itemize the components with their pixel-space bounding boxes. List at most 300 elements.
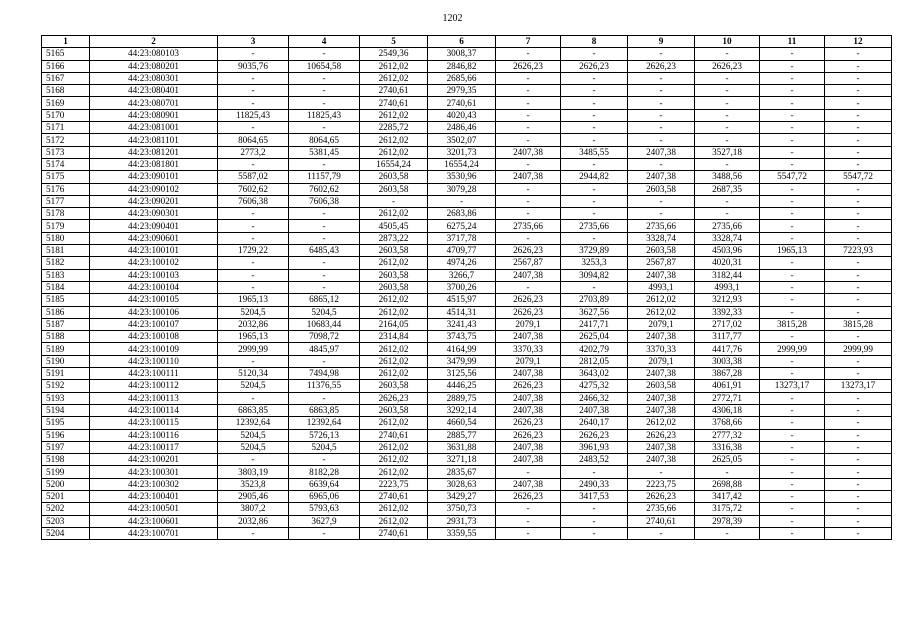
- column-header-7: 7: [496, 36, 561, 48]
- table-cell-col-2: 44:23:080901: [90, 109, 218, 121]
- table-cell-col-2: 44:23:080201: [90, 60, 218, 72]
- table-cell-col-4: 5381,45: [289, 146, 360, 158]
- table-cell-col-10: -: [695, 195, 760, 207]
- table-row: [42, 490, 892, 502]
- table-cell-col-3: 5204,5: [218, 380, 289, 392]
- table-cell-col-4: 5204,5: [289, 441, 360, 453]
- table-cell-col-3: 11825,43: [218, 109, 289, 121]
- table-cell-col-1: 5181: [42, 245, 90, 257]
- table-cell-col-8: -: [561, 466, 628, 478]
- table-cell-col-7: 2079,1: [496, 355, 561, 367]
- table-cell-col-11: -: [760, 441, 825, 453]
- table-row: [42, 294, 892, 306]
- table-cell-col-6: 4020,43: [428, 109, 496, 121]
- table-cell-col-7: -: [496, 48, 561, 60]
- table-cell-col-5: 2612,02: [360, 257, 428, 269]
- table-cell-col-12: -: [825, 392, 892, 404]
- table-cell-col-11: -: [760, 195, 825, 207]
- table-cell-col-1: 5193: [42, 392, 90, 404]
- table-cell-col-8: -: [561, 515, 628, 527]
- table-cell-col-12: -: [825, 85, 892, 97]
- table-cell-col-3: 5204,5: [218, 429, 289, 441]
- table-cell-col-8: -: [561, 109, 628, 121]
- table-cell-col-10: 3417,42: [695, 490, 760, 502]
- table-cell-col-9: -: [628, 134, 695, 146]
- table-cell-col-3: -: [218, 454, 289, 466]
- table-cell-col-12: -: [825, 454, 892, 466]
- table-cell-col-7: 2407,38: [496, 404, 561, 416]
- table-cell-col-9: -: [628, 72, 695, 84]
- table-cell-col-1: 5172: [42, 134, 90, 146]
- table-cell-col-12: -: [825, 208, 892, 220]
- table-cell-col-7: -: [496, 134, 561, 146]
- table-cell-col-3: -: [218, 72, 289, 84]
- table-cell-col-11: -: [760, 392, 825, 404]
- table-cell-col-5: 2740,61: [360, 97, 428, 109]
- table-cell-col-3: 2032,86: [218, 515, 289, 527]
- table-cell-col-12: -: [825, 269, 892, 281]
- table-cell-col-2: 44:23:080301: [90, 72, 218, 84]
- table-cell-col-1: 5179: [42, 220, 90, 232]
- table-cell-col-10: 3768,66: [695, 417, 760, 429]
- table-cell-col-10: 3527,18: [695, 146, 760, 158]
- table-cell-col-8: 3094,82: [561, 269, 628, 281]
- table-cell-col-9: 2223,75: [628, 478, 695, 490]
- table-cell-col-12: 2999,99: [825, 343, 892, 355]
- table-cell-col-2: 44:23:100116: [90, 429, 218, 441]
- table-cell-col-7: -: [496, 527, 561, 539]
- table-cell-col-7: 2735,66: [496, 220, 561, 232]
- table-cell-col-10: 3867,28: [695, 368, 760, 380]
- table-cell-col-10: 4061,91: [695, 380, 760, 392]
- table-row: [42, 392, 892, 404]
- table-cell-col-9: 2407,38: [628, 392, 695, 404]
- table-cell-col-6: 4164,99: [428, 343, 496, 355]
- table-cell-col-1: 5201: [42, 490, 90, 502]
- table-cell-col-10: -: [695, 122, 760, 134]
- table-cell-col-9: 2740,61: [628, 515, 695, 527]
- table-cell-col-6: 3201,73: [428, 146, 496, 158]
- table-cell-col-5: 2612,02: [360, 134, 428, 146]
- table-cell-col-4: -: [289, 220, 360, 232]
- table-cell-col-8: 2944,82: [561, 171, 628, 183]
- table-cell-col-10: 4503,96: [695, 245, 760, 257]
- table-cell-col-1: 5191: [42, 368, 90, 380]
- table-cell-col-6: 3008,37: [428, 48, 496, 60]
- table-cell-col-8: 2735,66: [561, 220, 628, 232]
- table-cell-col-10: 3117,77: [695, 331, 760, 343]
- table-row: [42, 97, 892, 109]
- table-cell-col-9: 2407,38: [628, 404, 695, 416]
- table-cell-col-8: 2626,23: [561, 429, 628, 441]
- table-row: [42, 158, 892, 170]
- table-cell-col-6: 2740,61: [428, 97, 496, 109]
- table-cell-col-5: 2164,05: [360, 318, 428, 330]
- table-cell-col-12: -: [825, 294, 892, 306]
- table-cell-col-11: -: [760, 294, 825, 306]
- table-cell-col-8: 2625,04: [561, 331, 628, 343]
- table-cell-col-10: 2626,23: [695, 60, 760, 72]
- table-cell-col-7: 2567,87: [496, 257, 561, 269]
- table-cell-col-4: 5793,63: [289, 503, 360, 515]
- table-cell-col-2: 44:23:081001: [90, 122, 218, 134]
- table-cell-col-8: 2812,05: [561, 355, 628, 367]
- table-cell-col-11: -: [760, 48, 825, 60]
- table-cell-col-12: -: [825, 232, 892, 244]
- table-cell-col-4: -: [289, 269, 360, 281]
- table-cell-col-9: 2079,1: [628, 355, 695, 367]
- table-row: [42, 245, 892, 257]
- table-cell-col-5: 2612,02: [360, 343, 428, 355]
- table-cell-col-12: -: [825, 466, 892, 478]
- table-cell-col-4: -: [289, 281, 360, 293]
- table-cell-col-11: -: [760, 478, 825, 490]
- table-cell-col-8: 3253,3: [561, 257, 628, 269]
- table-cell-col-6: 2889,75: [428, 392, 496, 404]
- table-cell-col-5: 2603,58: [360, 171, 428, 183]
- table-row: [42, 454, 892, 466]
- table-cell-col-4: -: [289, 208, 360, 220]
- table-cell-col-4: -: [289, 122, 360, 134]
- table-cell-col-3: -: [218, 220, 289, 232]
- table-cell-col-5: 2612,02: [360, 466, 428, 478]
- table-cell-col-11: -: [760, 404, 825, 416]
- table-cell-col-8: 2703,89: [561, 294, 628, 306]
- table-cell-col-9: 2612,02: [628, 417, 695, 429]
- table-cell-col-7: -: [496, 183, 561, 195]
- table-cell-col-5: 2612,02: [360, 441, 428, 453]
- table-cell-col-1: 5167: [42, 72, 90, 84]
- table-cell-col-12: -: [825, 97, 892, 109]
- table-cell-col-4: 6863,85: [289, 404, 360, 416]
- column-header-2: 2: [90, 36, 218, 48]
- table-cell-col-2: 44:23:100501: [90, 503, 218, 515]
- table-cell-col-9: 2626,23: [628, 429, 695, 441]
- table-cell-col-11: -: [760, 220, 825, 232]
- table-cell-col-3: 3807,2: [218, 503, 289, 515]
- table-cell-col-8: 2466,32: [561, 392, 628, 404]
- table-cell-col-4: 6865,12: [289, 294, 360, 306]
- table-cell-col-11: -: [760, 331, 825, 343]
- table-cell-col-2: 44:23:080701: [90, 97, 218, 109]
- table-cell-col-1: 5196: [42, 429, 90, 441]
- table-cell-col-3: 1965,13: [218, 331, 289, 343]
- table-cell-col-9: -: [628, 158, 695, 170]
- table-cell-col-2: 44:23:090102: [90, 183, 218, 195]
- table-row: [42, 171, 892, 183]
- table-row: [42, 146, 892, 158]
- table-cell-col-11: -: [760, 355, 825, 367]
- table-cell-col-11: -: [760, 97, 825, 109]
- table-cell-col-1: 5189: [42, 343, 90, 355]
- table-cell-col-11: -: [760, 134, 825, 146]
- table-cell-col-6: 3479,99: [428, 355, 496, 367]
- table-cell-col-12: -: [825, 503, 892, 515]
- table-cell-col-3: -: [218, 281, 289, 293]
- table-cell-col-2: 44:23:081201: [90, 146, 218, 158]
- table-cell-col-8: 2640,17: [561, 417, 628, 429]
- table-cell-col-10: -: [695, 527, 760, 539]
- table-cell-col-6: 4709,77: [428, 245, 496, 257]
- table-cell-col-11: -: [760, 85, 825, 97]
- table-cell-col-6: 4446,25: [428, 380, 496, 392]
- table-cell-col-2: 44:23:090401: [90, 220, 218, 232]
- table-row: [42, 318, 892, 330]
- table-cell-col-11: -: [760, 454, 825, 466]
- table-cell-col-12: -: [825, 158, 892, 170]
- table-cell-col-7: 3370,33: [496, 343, 561, 355]
- table-cell-col-7: 2407,38: [496, 146, 561, 158]
- table-row: [42, 220, 892, 232]
- column-header-12: 12: [825, 36, 892, 48]
- table-cell-col-3: -: [218, 392, 289, 404]
- table-cell-col-7: -: [496, 72, 561, 84]
- table-cell-col-1: 5202: [42, 503, 90, 515]
- table-cell-col-9: -: [628, 195, 695, 207]
- table-cell-col-9: 2407,38: [628, 171, 695, 183]
- table-cell-col-6: 16554,24: [428, 158, 496, 170]
- table-cell-col-8: 3729,89: [561, 245, 628, 257]
- table-cell-col-3: 12392,64: [218, 417, 289, 429]
- table-row: [42, 441, 892, 453]
- column-header-10: 10: [695, 36, 760, 48]
- table-cell-col-7: 2626,23: [496, 380, 561, 392]
- table-cell-col-6: 2683,86: [428, 208, 496, 220]
- table-cell-col-7: -: [496, 466, 561, 478]
- table-cell-col-10: 2625,05: [695, 454, 760, 466]
- table-cell-col-4: 11825,43: [289, 109, 360, 121]
- table-cell-col-6: 3743,75: [428, 331, 496, 343]
- table-cell-col-3: 1729,22: [218, 245, 289, 257]
- table-row: [42, 306, 892, 318]
- table-cell-col-8: 3485,55: [561, 146, 628, 158]
- table-cell-col-6: 3271,18: [428, 454, 496, 466]
- table-cell-col-7: -: [496, 97, 561, 109]
- table-cell-col-3: 2032,86: [218, 318, 289, 330]
- table-cell-col-2: 44:23:100115: [90, 417, 218, 429]
- table-cell-col-4: 6639,64: [289, 478, 360, 490]
- table-cell-col-5: 2612,02: [360, 306, 428, 318]
- table-cell-col-8: -: [561, 97, 628, 109]
- table-cell-col-7: 2407,38: [496, 392, 561, 404]
- table-cell-col-4: 10683,44: [289, 318, 360, 330]
- table-cell-col-6: 3241,43: [428, 318, 496, 330]
- table-cell-col-10: -: [695, 48, 760, 60]
- table-row: [42, 134, 892, 146]
- table-cell-col-12: -: [825, 72, 892, 84]
- table-cell-col-5: 2223,75: [360, 478, 428, 490]
- table-row: [42, 109, 892, 121]
- table-cell-col-6: 6275,24: [428, 220, 496, 232]
- table-cell-col-3: 3523,8: [218, 478, 289, 490]
- table-cell-col-5: 2612,02: [360, 368, 428, 380]
- table-cell-col-7: 2626,23: [496, 245, 561, 257]
- table-cell-col-2: 44:23:100106: [90, 306, 218, 318]
- table-cell-col-5: 2740,61: [360, 85, 428, 97]
- table-cell-col-7: 2407,38: [496, 478, 561, 490]
- table-cell-col-10: -: [695, 466, 760, 478]
- table-cell-col-10: 2687,35: [695, 183, 760, 195]
- table-body: [42, 48, 892, 540]
- table-cell-col-7: 2407,38: [496, 171, 561, 183]
- table-cell-col-4: 10654,58: [289, 60, 360, 72]
- table-cell-col-9: -: [628, 208, 695, 220]
- table-cell-col-9: 2079,1: [628, 318, 695, 330]
- table-cell-col-6: 2931,73: [428, 515, 496, 527]
- table-cell-col-5: 2603,58: [360, 183, 428, 195]
- table-cell-col-2: 44:23:100109: [90, 343, 218, 355]
- table-cell-col-10: -: [695, 158, 760, 170]
- table-cell-col-8: 2490,33: [561, 478, 628, 490]
- table-cell-col-7: 2079,1: [496, 318, 561, 330]
- table-cell-col-12: 13273,17: [825, 380, 892, 392]
- table-cell-col-6: 4515,97: [428, 294, 496, 306]
- table-cell-col-12: -: [825, 257, 892, 269]
- table-cell-col-5: 2740,61: [360, 527, 428, 539]
- table-cell-col-11: -: [760, 466, 825, 478]
- table-cell-col-4: 7098,72: [289, 331, 360, 343]
- table-cell-col-7: 2407,38: [496, 368, 561, 380]
- table-cell-col-5: -: [360, 195, 428, 207]
- table-cell-col-3: 2773,2: [218, 146, 289, 158]
- table-cell-col-8: 2483,52: [561, 454, 628, 466]
- table-cell-col-2: 44:23:100401: [90, 490, 218, 502]
- table-cell-col-12: -: [825, 306, 892, 318]
- table-cell-col-3: 2905,46: [218, 490, 289, 502]
- table-cell-col-3: 1965,13: [218, 294, 289, 306]
- table-cell-col-5: 2603,58: [360, 404, 428, 416]
- table-cell-col-9: -: [628, 122, 695, 134]
- table-cell-col-5: 2612,02: [360, 60, 428, 72]
- table-cell-col-1: 5183: [42, 269, 90, 281]
- table-cell-col-3: -: [218, 232, 289, 244]
- table-cell-col-5: 2740,61: [360, 429, 428, 441]
- table-cell-col-2: 44:23:100110: [90, 355, 218, 367]
- table-cell-col-10: 3175,72: [695, 503, 760, 515]
- table-cell-col-9: 2603,58: [628, 183, 695, 195]
- table-cell-col-2: 44:23:090101: [90, 171, 218, 183]
- table-cell-col-7: 2626,23: [496, 306, 561, 318]
- table-cell-col-9: 2407,38: [628, 368, 695, 380]
- table-cell-col-1: 5198: [42, 454, 90, 466]
- table-cell-col-7: 2626,23: [496, 417, 561, 429]
- table-cell-col-10: 2698,88: [695, 478, 760, 490]
- table-cell-col-6: 3266,7: [428, 269, 496, 281]
- table-cell-col-5: 2612,02: [360, 146, 428, 158]
- table-cell-col-11: -: [760, 60, 825, 72]
- table-row: [42, 331, 892, 343]
- table-cell-col-9: 2612,02: [628, 294, 695, 306]
- table-cell-col-10: 3488,56: [695, 171, 760, 183]
- table-cell-col-10: 3392,33: [695, 306, 760, 318]
- table-row: [42, 269, 892, 281]
- table-cell-col-6: 3028,63: [428, 478, 496, 490]
- table-cell-col-1: 5182: [42, 257, 90, 269]
- table-row: [42, 60, 892, 72]
- table-cell-col-11: -: [760, 183, 825, 195]
- table-cell-col-12: -: [825, 183, 892, 195]
- table-cell-col-8: -: [561, 183, 628, 195]
- table-cell-col-1: 5203: [42, 515, 90, 527]
- table-cell-col-10: 3328,74: [695, 232, 760, 244]
- table-cell-col-8: 3643,02: [561, 368, 628, 380]
- table-cell-col-7: 2407,38: [496, 441, 561, 453]
- table-row: [42, 257, 892, 269]
- column-header-4: 4: [289, 36, 360, 48]
- table-cell-col-3: 5204,5: [218, 306, 289, 318]
- table-cell-col-4: -: [289, 257, 360, 269]
- table-row: [42, 122, 892, 134]
- table-row: [42, 281, 892, 293]
- table-cell-col-6: 2835,67: [428, 466, 496, 478]
- table-cell-col-9: 2567,87: [628, 257, 695, 269]
- table-cell-col-11: 1965,13: [760, 245, 825, 257]
- table-cell-col-5: 2740,61: [360, 490, 428, 502]
- table-cell-col-8: -: [561, 503, 628, 515]
- table-cell-col-11: -: [760, 122, 825, 134]
- table-cell-col-4: 5204,5: [289, 306, 360, 318]
- table-cell-col-11: -: [760, 515, 825, 527]
- table-cell-col-1: 5190: [42, 355, 90, 367]
- table-cell-col-11: -: [760, 368, 825, 380]
- table-cell-col-2: 44:23:090301: [90, 208, 218, 220]
- table-cell-col-1: 5184: [42, 281, 90, 293]
- table-cell-col-7: 2407,38: [496, 269, 561, 281]
- table-cell-col-12: -: [825, 331, 892, 343]
- table-cell-col-1: 5176: [42, 183, 90, 195]
- table-cell-col-2: 44:23:100601: [90, 515, 218, 527]
- table-cell-col-12: -: [825, 122, 892, 134]
- table-cell-col-12: -: [825, 417, 892, 429]
- column-header-9: 9: [628, 36, 695, 48]
- table-cell-col-3: 8064,65: [218, 134, 289, 146]
- table-cell-col-3: -: [218, 122, 289, 134]
- table-cell-col-6: 4514,31: [428, 306, 496, 318]
- table-cell-col-4: 8064,65: [289, 134, 360, 146]
- table-cell-col-6: 3079,28: [428, 183, 496, 195]
- table-cell-col-6: 3502,07: [428, 134, 496, 146]
- table-cell-col-2: 44:23:100701: [90, 527, 218, 539]
- table-cell-col-9: -: [628, 527, 695, 539]
- table-cell-col-4: -: [289, 72, 360, 84]
- table-cell-col-10: 4993,1: [695, 281, 760, 293]
- table-cell-col-12: -: [825, 146, 892, 158]
- table-cell-col-2: 44:23:081801: [90, 158, 218, 170]
- table-cell-col-10: 4020,31: [695, 257, 760, 269]
- table-row: [42, 355, 892, 367]
- table-cell-col-4: 6965,06: [289, 490, 360, 502]
- table-cell-col-11: -: [760, 281, 825, 293]
- table-cell-col-8: -: [561, 208, 628, 220]
- table-cell-col-7: -: [496, 232, 561, 244]
- table-cell-col-9: 2407,38: [628, 146, 695, 158]
- table-cell-col-12: -: [825, 404, 892, 416]
- table-cell-col-2: 44:23:090201: [90, 195, 218, 207]
- table-cell-col-12: -: [825, 368, 892, 380]
- table-cell-col-6: 4974,26: [428, 257, 496, 269]
- table-cell-col-7: 2626,23: [496, 294, 561, 306]
- table-cell-col-12: -: [825, 478, 892, 490]
- table-cell-col-5: 2285,72: [360, 122, 428, 134]
- table-cell-col-4: 7606,38: [289, 195, 360, 207]
- page-number: 1202: [442, 13, 463, 24]
- table-cell-col-11: -: [760, 417, 825, 429]
- table-row: [42, 85, 892, 97]
- table-row: [42, 380, 892, 392]
- table-cell-col-4: -: [289, 454, 360, 466]
- table-cell-col-6: 3750,73: [428, 503, 496, 515]
- table-cell-col-5: 2873,22: [360, 232, 428, 244]
